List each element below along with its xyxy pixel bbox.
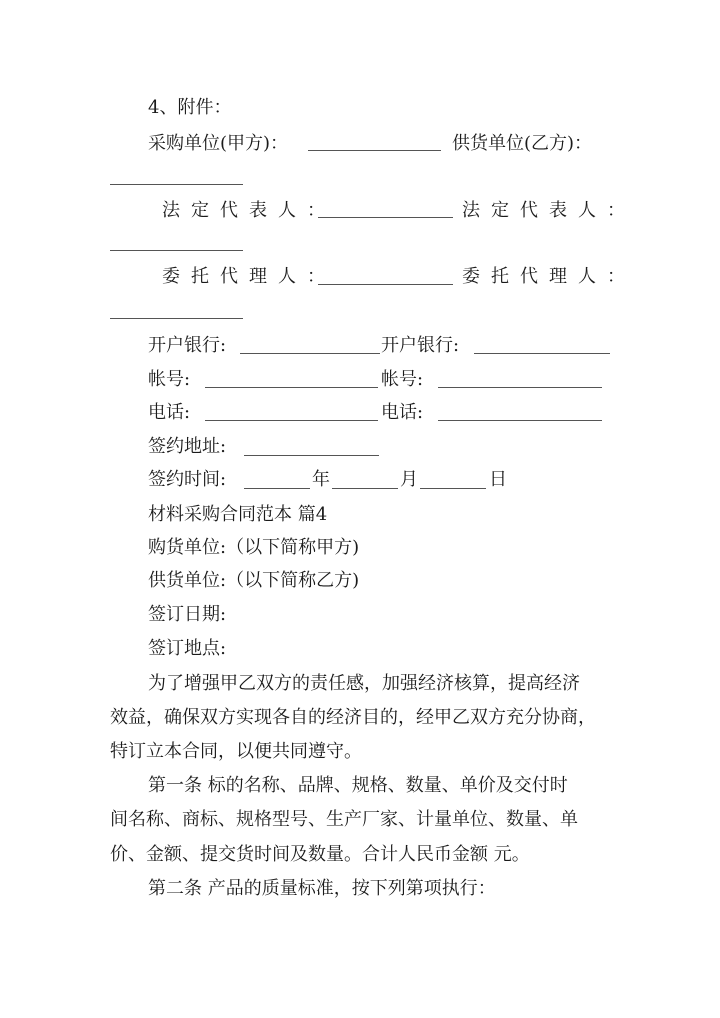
supplier-agent-blank[interactable] [110, 318, 243, 319]
buyer-bank-blank[interactable] [240, 353, 380, 354]
article1-line-3: 价、金额、提交货时间及数量。合计人民币金额 元。 [110, 844, 530, 865]
sign-year-blank[interactable] [244, 488, 310, 489]
supplier-phone-label: 电话: [381, 402, 424, 423]
buyer-account-label: 帐号: [148, 369, 191, 390]
supplier-legal-rep-label: 法定代表人： [462, 200, 636, 221]
article2-line: 第二条 产品的质量标准，按下列第项执行： [148, 878, 496, 899]
buyer-label: 采购单位(甲方)： [148, 133, 289, 154]
article1-line-2: 间名称、商标、规格型号、生产厂家、计量单位、数量、单 [110, 809, 578, 830]
article1-line-1: 第一条 标的名称、品牌、规格、数量、单价及交付时 [148, 775, 568, 796]
buyer-bank-label: 开户银行: [148, 335, 227, 356]
sign-place-line: 签订地点: [148, 638, 227, 659]
supplier-legal-rep-blank[interactable] [110, 250, 243, 251]
buyer-unit-line: 购货单位:（以下简称甲方) [148, 537, 360, 558]
supplier-blank[interactable] [110, 184, 243, 185]
buyer-phone-blank[interactable] [205, 420, 378, 421]
day-char: 日 [489, 469, 507, 490]
sign-place-label: 签约地址: [148, 436, 227, 457]
buyer-legal-rep-blank[interactable] [318, 217, 453, 218]
supplier-agent-label: 委托代理人： [462, 266, 636, 287]
supplier-label: 供货单位(乙方)： [452, 133, 593, 154]
intro-line-2: 效益，确保双方实现各自的经济目的，经甲乙双方充分协商， [110, 707, 596, 728]
intro-line-3: 特订立本合同，以便共同遵守。 [110, 741, 362, 762]
intro-line-1: 为了增强甲乙双方的责任感，加强经济核算，提高经济 [148, 673, 580, 694]
sign-place-blank[interactable] [244, 455, 379, 456]
buyer-blank[interactable] [308, 150, 441, 151]
supplier-account-label: 帐号: [381, 369, 424, 390]
month-char: 月 [400, 469, 418, 490]
buyer-agent-blank[interactable] [318, 284, 453, 285]
buyer-legal-rep-label: 法定代表人： [162, 200, 336, 221]
sign-date-line: 签订日期: [148, 604, 227, 625]
section-title: 材料采购合同范本 篇4 [148, 504, 328, 525]
buyer-phone-label: 电话: [148, 402, 191, 423]
supplier-unit-line: 供货单位:（以下简称乙方) [148, 570, 360, 591]
supplier-phone-blank[interactable] [438, 420, 602, 421]
sign-month-blank[interactable] [332, 488, 398, 489]
supplier-bank-blank[interactable] [474, 353, 610, 354]
buyer-account-blank[interactable] [205, 387, 378, 388]
sign-day-blank[interactable] [420, 488, 486, 489]
year-char: 年 [312, 469, 330, 490]
supplier-bank-label: 开户银行: [381, 335, 460, 356]
buyer-agent-label: 委托代理人： [162, 266, 336, 287]
attachment-heading: 4、附件： [148, 97, 232, 118]
supplier-account-blank[interactable] [438, 387, 602, 388]
sign-time-label: 签约时间: [148, 469, 227, 490]
